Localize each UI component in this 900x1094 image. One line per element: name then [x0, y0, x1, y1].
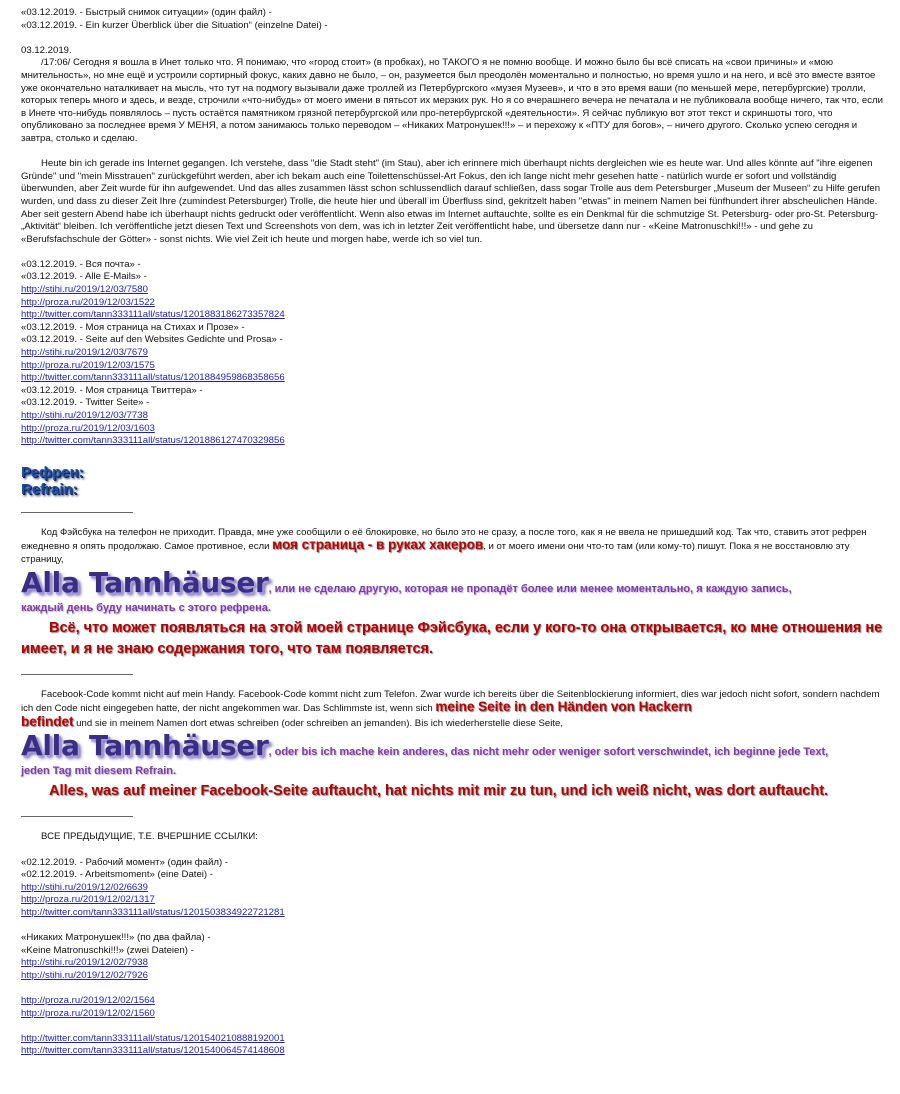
refrain-de-tail: und sie in meinem Namen dort etwas schreiben (oder schreiben an jemanden). Bis ich wiederherstelle diese Seite, — [73, 717, 564, 729]
link-stihi[interactable]: http://stihi.ru/2019/12/03/7679 — [21, 347, 148, 359]
hackers-emphasis-de: meine Seite in den Händen von Hackern — [435, 699, 692, 715]
section-title-de: «03.12.2019. - Twitter Seite» - — [21, 397, 150, 409]
author-name-de: Alla Tannhäuser — [21, 729, 269, 763]
link-stihi[interactable]: http://stihi.ru/2019/12/02/7926 — [21, 969, 148, 981]
divider — [21, 674, 133, 675]
refrain-title-de: Refrain: — [21, 480, 78, 498]
refrain-de-name-line — [21, 730, 883, 762]
link-proza[interactable]: http://proza.ru/2019/12/02/1317 — [21, 894, 155, 906]
link-twitter[interactable]: http://twitter.com/tann333111all/status/1201540210888192001 — [21, 1032, 285, 1044]
link-stihi[interactable]: http://stihi.ru/2019/12/02/6639 — [21, 881, 148, 893]
hackers-emphasis-de-2: befindet — [21, 713, 74, 729]
section-stihi-proza-page — [21, 322, 883, 385]
paragraph-de: Heute bin ich gerade ins Internet gegangen. Ich verstehe, dass "die Stadt steht" (im Stau), aber ich erinnere mich überhaupt nichts dergleichen wie es heute war. Und alles könnte auf "ihre eigenen Gründe" und "mein Misstrauen" zurückgeführt werden, aber ich bekam auch eine Toilettenschüssel-Art Fokus, den ich lange nicht mehr gesehen hatte - natürlich wurde er sofort und vollständig überwunden, aber Zeit wurde für ihn aufgewendet. Und das alles zusammen lässt schon schlussendlich darauf schließen, dass sogar Trolle aus dem Petersburger „Museum der Museen“ zu Hilfe gerufen wurden, und dass zu dieser Zeit Ihre (zumindest Petersburger) Trolle, die heute hier und überall im Überfluss sind, gekritzelt haben "etwas" in meinem Namen bei fünfhundert ihrer abscheulichen Hände. Aber seit gestern Abend habe ich überhaupt nichts gedruckt oder veröffentlicht. Wenn also etwas im Internet auftauchte, sollte es ein Denkmal für die schmutzige St. Petersburg- oder pro-St. Petersburg- „Aktivität“ bleiben. Ich veröffentliche jetzt diesen Text und Screenshots von dem, was ich in letzter Zeit veröffentlicht habe, und übersetze dann nur - «Keine Matronuschki!!!» - und gehe zu «Berufsfachschule der Götter» - sonst nichts. Wie viel Zeit ich heute und morgen habe, werde ich so viel tun. — [21, 158, 881, 245]
matronushki-title-ru: «Никаких Матронушек!!!» (по два файла) - — [21, 932, 211, 944]
section-title-ru: «03.12.2019. - Вся почта» - — [21, 258, 141, 270]
divider — [21, 816, 133, 817]
link-stihi[interactable]: http://stihi.ru/2019/12/03/7580 — [21, 284, 148, 296]
section-title-ru: «03.12.2019. - Моя страница на Стихах и Прозе» - — [21, 321, 245, 333]
refrain-title-ru: Рефрен: — [21, 463, 84, 481]
link-stihi[interactable]: http://stihi.ru/2019/12/02/7938 — [21, 957, 148, 969]
refrain-ru-promise: , или не сделаю другую, которая не пропадёт более или менее моментально, я каждую запись, — [268, 582, 792, 595]
hackers-emphasis-ru: моя страница - в руках хакеров — [272, 537, 484, 553]
refrain-ru-promise-2: каждый день буду начинать с этого рефрена. — [21, 601, 271, 614]
section-all-mail — [21, 259, 883, 322]
refrain-de-line-2 — [21, 713, 883, 731]
refrain-de-promise: , oder bis ich mache kein anderes, das nicht mehr oder weniger sofort verschwindet, ich beginne jede Text, — [268, 746, 829, 759]
link-stihi[interactable]: http://stihi.ru/2019/12/03/7738 — [21, 410, 148, 421]
refrain-ru-tail: , и от моего имени они что-то там (или кому-то) пишут. Пока я не восстановлю эту страницу, — [21, 541, 850, 565]
previous-links-heading: ВСЕ ПРЕДЫДУЩИЕ, Т.Е. ВЧЕРШНИЕ ССЫЛКИ: — [41, 831, 258, 843]
work-moment-title-ru: «02.12.2019. - Рабочий момент» (один файл) - — [21, 856, 228, 868]
refrain-de-text: Facebook-Code kommt nicht auf mein Handy. Facebook-Code kommt nicht zum Telefon. Zwar wurde ich bereits über die Seitenblockierung informiert, dies war jedoch nicht sofort, sondern nachdem ich den Code nicht eingegeben hatte, der nicht angekommen war. Das Schlimmste ist, wenn sich — [21, 688, 880, 715]
link-proza[interactable]: http://proza.ru/2019/12/02/1560 — [21, 1007, 155, 1019]
document-page — [21, 7, 883, 1058]
section-twitter-page — [21, 385, 883, 448]
link-proza[interactable]: http://proza.ru/2019/12/02/1564 — [21, 995, 155, 1007]
refrain-ru-intro — [21, 527, 883, 567]
refrain-de-promise-2: jeden Tag mit diesem Refrain. — [21, 765, 177, 778]
work-moment-title-de: «02.12.2019. - Arbeitsmoment» (eine Datei) - — [21, 869, 213, 881]
entry-date: 03.12.2019. — [21, 44, 72, 56]
link-twitter[interactable]: http://twitter.com/tann333111all/status/1201540064574148608 — [21, 1045, 285, 1057]
refrain-de-intro — [21, 689, 883, 716]
link-proza[interactable]: http://proza.ru/2019/12/03/1603 — [21, 422, 155, 434]
divider — [21, 512, 133, 513]
section-title-de: «03.12.2019. - Seite auf den Websites Gedichte und Prosa» - — [21, 334, 283, 346]
link-twitter[interactable]: http://twitter.com/tann333111all/status/1201503834922721281 — [21, 906, 285, 918]
header-line-ru: «03.12.2019. - Быстрый снимок ситуации» (один файл) - — [21, 7, 272, 18]
paragraph-ru: /17:06/ Сегодня я вошла в Инет только что. Я понимаю, что «город стоит» (в пробках), но ТАКОГО я не помню вообще. И можно было бы всё списать на «свои причины» и «мою мнительность», но мне ещё и устроили сортирный фокус, каких давно не было, – он, разумеется был преодолён моментально и полностью, но время ушло и на него, и всё это вместе взятое уже окончательно наталкивает на мысль, что тут на подмогу вызывали даже троллей из Петербургского «музея Музеев», и что в это время ваши (по меньшей мере, петербургские) тролли, которых теперь много и здесь, и везде, строчили «что-нибудь» от моего имени в пятьсот их мерзких рук. Но я со вчерашнего вечера не печатала и не публиковала вообще ничего, так что, если в Инете что-нибудь появлялось – пусть остаётся памятником грязной петербургской или про-петербургской «деятельности». Я сейчас публикую вот этот текст и скриншоты того, что опубликовано за последнее время У МЕНЯ, а потом занимаюсь только переводом – «Никаких Матронушек!!!» – и перехожу к «ПТУ для богов», – ничего другого. Сколько успею сегодня и завтра, столько и сделаю. — [21, 57, 883, 144]
header-line-de: «03.12.2019. - Ein kurzer Überblick über die Situation“ (einzelne Datei) - — [21, 19, 328, 31]
link-twitter[interactable]: http://twitter.com/tann333111all/status/1201883186273357824 — [21, 309, 285, 321]
link-twitter[interactable]: http://twitter.com/tann333111all/status/1201886127470329856 — [21, 435, 285, 447]
matronushki-title-de: «Keine Matronuschki!!!» (zwei Dateien) - — [21, 944, 194, 956]
refrain-de-disclaimer: Alles, was auf meiner Facebook-Seite auftaucht, hat nichts mit mir zu tun, und ich weiß nicht, was dort auftaucht. — [49, 783, 829, 800]
section-title-de: «03.12.2019. - Alle E-Mails» - — [21, 271, 147, 283]
refrain-ru-disclaimer: Всё, что может появляться на этой моей странице Фэйсбука, если у кого-то она открывается, ко мне отношения не имеет, и я не знаю содержания того, что там появляется. — [21, 619, 883, 657]
section-title-ru: «03.12.2019. - Моя страница Твиттера» - — [21, 384, 203, 396]
link-twitter[interactable]: http://twitter.com/tann333111all/status/1201884959868358656 — [21, 372, 285, 384]
refrain-ru-name-line — [21, 567, 883, 599]
link-proza[interactable]: http://proza.ru/2019/12/03/1575 — [21, 359, 155, 371]
author-name-ru: Alla Tannhäuser — [21, 565, 269, 599]
link-proza[interactable]: http://proza.ru/2019/12/03/1522 — [21, 296, 155, 308]
refrain-ru-text: Код Фэйсбука на телефон не приходит. Правда, мне уже сообщили о её блокировке, но было это не сразу, а после того, как я не ввела не пришедший код. Так что, ставить этот рефрен ежедневно я опять продолжаю. Самое противное, если — [21, 526, 867, 553]
